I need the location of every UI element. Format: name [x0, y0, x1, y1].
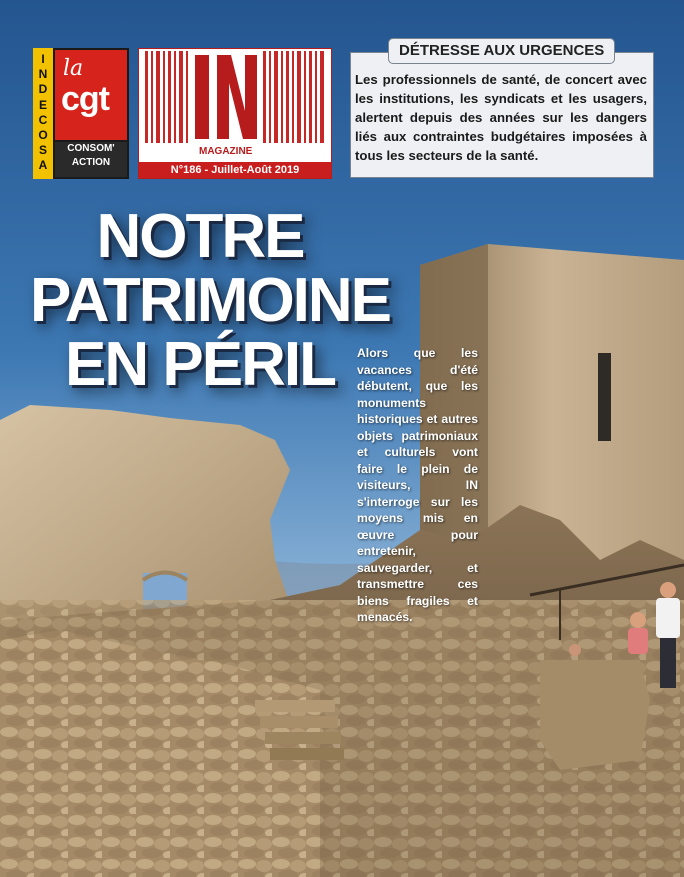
- indecosa-letter: S: [38, 143, 47, 158]
- cgt-la-text: la: [63, 56, 84, 81]
- indecosa-letter: E: [38, 97, 47, 112]
- cgt-logo: [55, 50, 127, 140]
- action-text: ACTION: [71, 157, 111, 168]
- magazine-label: MAGAZINE: [199, 146, 253, 157]
- headline-line-1: NOTRE: [96, 202, 304, 271]
- cover-lead-text: Alors que les vacances d'été débutent, que les monuments historiques et autres objets patrimoniaux et culturels vont faire le plein de visiteurs, IN s'interroge sur les moyens mis en œuvre pour entretenir, sauvegarder, et transmettre ces biens fragiles et menacés.: [357, 346, 478, 624]
- in-magazine-logo[interactable]: [138, 48, 332, 179]
- indecosa-letter: D: [38, 82, 48, 97]
- indecosa-letter: I: [41, 52, 45, 66]
- consom-action-label: [55, 142, 127, 177]
- indecosa-cgt-logo[interactable]: [33, 48, 129, 179]
- in-barcode-logo-icon: [141, 51, 329, 143]
- headline-line-2: PATRIMOINE: [30, 266, 391, 335]
- indecosa-strip: [33, 48, 53, 179]
- cover-headline: [30, 202, 391, 399]
- urgences-text: Les professionnels de santé, de concert avec les institutions, les syndicats et les usagers, alertent depuis des années sur les dangers liés aux contraintes budgétaires imposées à tous les secteurs de la santé.: [355, 72, 647, 163]
- indecosa-letter: N: [38, 67, 48, 82]
- cgt-wordmark: cgt: [61, 80, 109, 118]
- headline-line-3: EN PÉRIL: [65, 330, 335, 399]
- urgences-title: DÉTRESSE AUX URGENCES: [388, 38, 615, 64]
- indecosa-letter: O: [38, 128, 48, 143]
- issue-number: N°186 - Juillet-Août 2019: [139, 162, 331, 178]
- consom-text: CONSOM': [67, 143, 115, 154]
- indecosa-letter: A: [38, 158, 48, 173]
- indecosa-wordmark: [33, 52, 53, 174]
- indecosa-letter: C: [38, 112, 48, 127]
